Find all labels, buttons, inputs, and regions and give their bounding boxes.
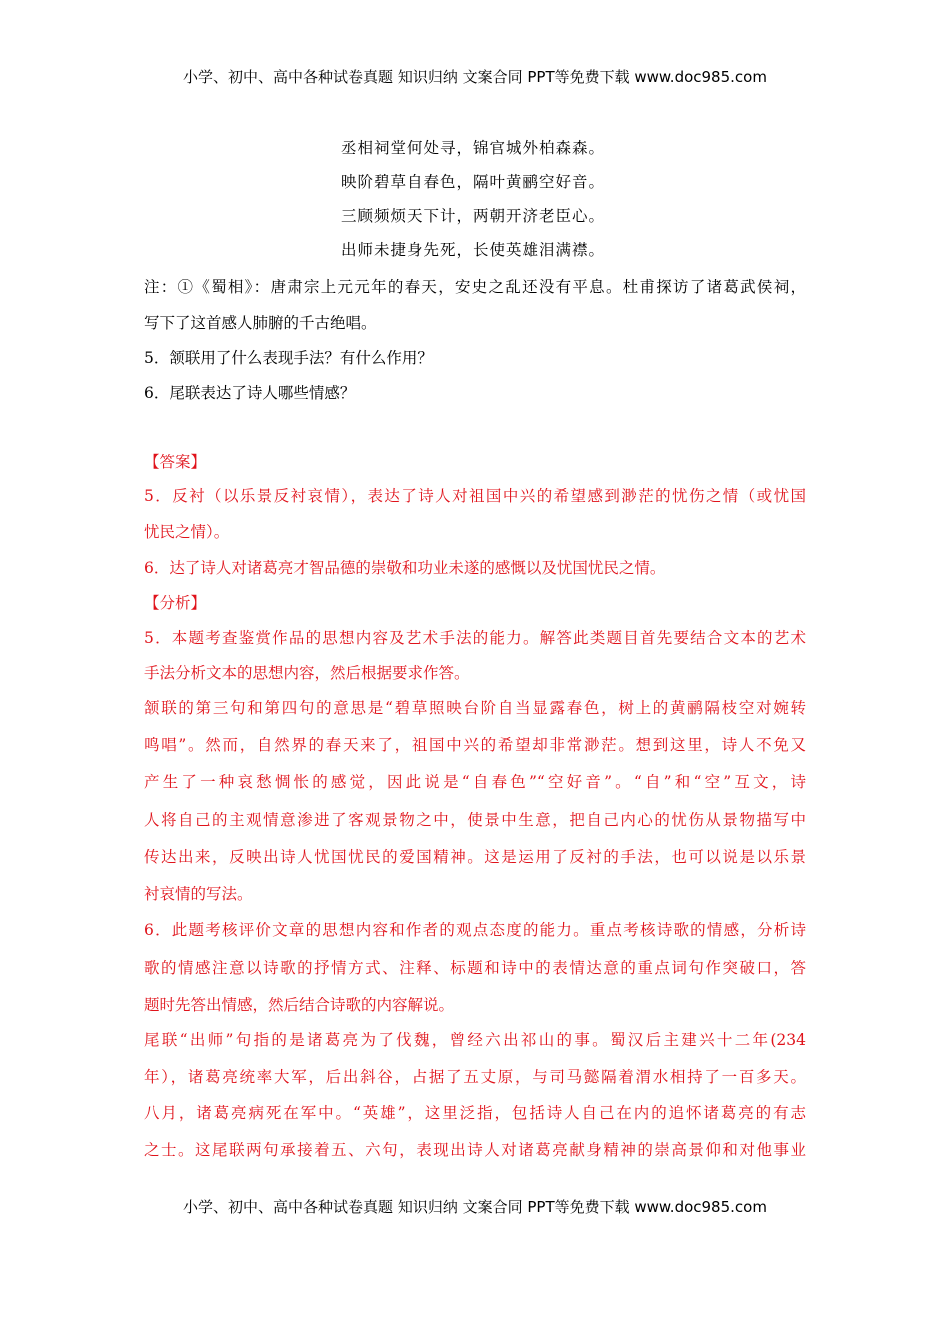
analysis-line: 题时先答出情感，然后结合诗歌的内容解说。	[144, 996, 455, 1014]
note-line: 写下了这首感人肺腑的千古绝唱。	[144, 314, 377, 332]
page-footer: 小学、初中、高中各种试卷真题 知识归纳 文案合同 PPT等免费下载 www.doc985.com	[183, 1198, 767, 1216]
poem-line: 映阶碧草自春色，隔叶黄鹂空好音。	[341, 173, 606, 191]
analysis-line: 之士。这尾联两句承接着五、六句，表现出诗人对诸葛亮献身精神的崇高景仰和对他事业	[144, 1141, 806, 1159]
analysis-line: 颔联的第三句和第四句的意思是“碧草照映台阶自当显露春色，树上的黄鹂隔枝空对婉转	[144, 699, 806, 717]
analysis-line: 歌的情感注意以诗歌的抒情方式、注释、标题和诗中的表情达意的重点词句作突破口，答	[144, 959, 806, 977]
answer-6: 6．达了诗人对诸葛亮才智品德的崇敬和功业未遂的感慨以及忧国忧民之情。	[144, 559, 666, 577]
analysis-line: 人将自己的主观情意渗进了客观景物之中，使景中生意，把自己内心的忧伤从景物描写中	[144, 811, 806, 829]
analysis-line: 产生了一种哀愁惆怅的感觉，因此说是“自春色”“空好音”。“自”和“空”互文，诗	[144, 773, 806, 791]
analysis-line: 鸣唱”。然而，自然界的春天来了，祖国中兴的希望却非常渺茫。想到这里，诗人不免又	[144, 736, 806, 754]
analysis-line: 传达出来，反映出诗人忧国忧民的爱国精神。这是运用了反衬的手法，也可以说是以乐景	[144, 848, 806, 866]
analysis-line: 八月，诸葛亮病死在军中。“英雄”，这里泛指，包括诗人自己在内的追怀诸葛亮的有志	[144, 1104, 806, 1122]
answer-5-line: 忧民之情）。	[144, 523, 230, 541]
analysis-line: 手法分析文本的思想内容，然后根据要求作答。	[144, 664, 470, 682]
poem-line: 出师未捷身先死，长使英雄泪满襟。	[341, 241, 606, 259]
analysis-line: 年），诸葛亮统率大军，后出斜谷，占据了五丈原，与司马懿隔着渭水相持了一百多天。	[144, 1068, 806, 1086]
note-line: 注：①《蜀相》：唐肃宗上元元年的春天，安史之乱还没有平息。杜甫探访了诸葛武侯祠，	[144, 278, 806, 296]
analysis-line: 6．此题考核评价文章的思想内容和作者的观点态度的能力。重点考核诗歌的情感，分析诗	[144, 921, 806, 939]
analysis-line: 衬哀情的写法。	[144, 885, 253, 903]
question-6: 6．尾联表达了诗人哪些情感？	[144, 384, 356, 402]
poem-line: 丞相祠堂何处寻，锦官城外柏森森。	[341, 139, 606, 157]
analysis-line: 5．本题考查鉴赏作品的思想内容及艺术手法的能力。解答此类题目首先要结合文本的艺术	[144, 629, 806, 647]
analysis-line: 尾联“出师”句指的是诸葛亮为了伐魏，曾经六出祁山的事。蜀汉后主建兴十二年(234	[144, 1031, 806, 1049]
answer-heading: 【答案】	[144, 453, 207, 471]
poem-line: 三顾频烦天下计，两朝开济老臣心。	[341, 207, 606, 225]
page-header: 小学、初中、高中各种试卷真题 知识归纳 文案合同 PPT等免费下载 www.doc985.com	[183, 68, 767, 86]
answer-5-line: 5．反衬（以乐景反衬哀情），表达了诗人对祖国中兴的希望感到渺茫的忧伤之情（或忧国	[144, 487, 806, 505]
analysis-heading: 【分析】	[144, 594, 207, 612]
question-5: 5．颔联用了什么表现手法？有什么作用？	[144, 349, 433, 367]
